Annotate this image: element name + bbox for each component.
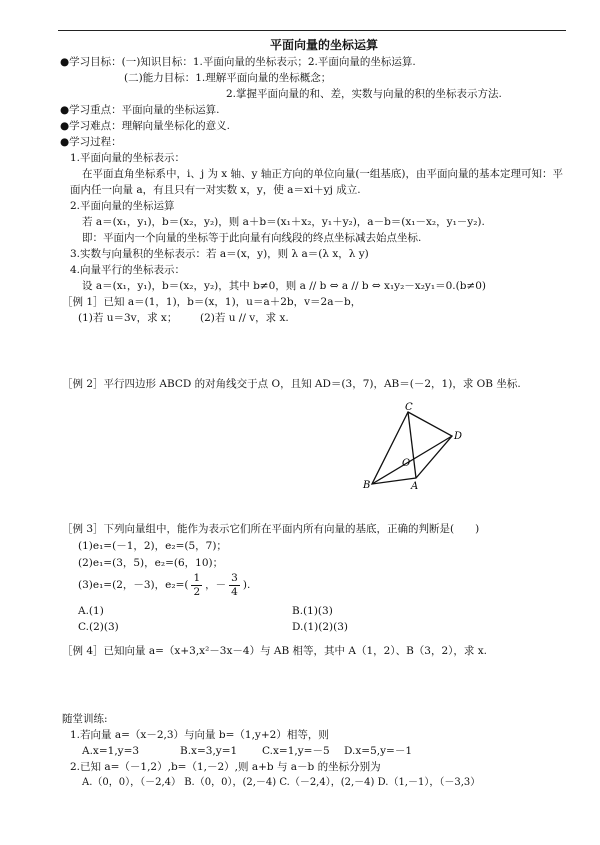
vertex-label-c: C xyxy=(405,402,413,413)
fraction-numerator: 3 xyxy=(231,572,238,584)
example-3-option-1: (1)e₁=(－1，2)，e₂=(5，7)； xyxy=(78,540,227,552)
choice-a: A.(1) xyxy=(78,605,104,617)
fraction-denominator: 4 xyxy=(231,585,238,598)
vertex-label-b: B xyxy=(363,480,371,490)
option-3-text: (3)e₁=(2，－3)，e₂=( xyxy=(78,579,189,592)
example-2: ［例 2］平行四边形 ABCD 的对角线交于点 O，且知 AD＝(3，7)，AB＝(－2，1)，求 OB 坐标. xyxy=(62,378,521,390)
example-1-q2: (2)若 u // v，求 x. xyxy=(200,312,289,324)
learning-focus: ●学习重点：平面向量的坐标运算. xyxy=(60,104,220,116)
choice-b: B.(1)(3) xyxy=(292,605,333,617)
goals-knowledge: ●学习目标：(一)知识目标：1.平面向量的坐标表示；2.平面向量的坐标运算. xyxy=(60,56,416,68)
example-1-q1: (1)若 u＝3v，求 x； xyxy=(78,312,178,324)
practice-q1-d: D.x=5,y=－1 xyxy=(344,745,413,757)
practice-heading: 随堂训练: xyxy=(62,713,108,725)
option-3-separator: ，－ xyxy=(205,579,227,592)
practice-q2-options: A.（0，0），（－2,4） B.（0，0），(2,－4) C.（－2,4），(2,－4) D.（1,－1），（－3,3） xyxy=(82,777,481,788)
option-3-end: ). xyxy=(242,579,251,592)
choice-c: C.(2)(3) xyxy=(78,621,119,633)
fraction-numerator: 1 xyxy=(193,572,201,584)
section-1-para-1: 在平面直角坐标系中，i、j 为 x 轴、y 轴正方向的单位向量(一组基底)，由平面向量的基本定理可知：平 xyxy=(82,168,564,180)
section-2-heading: 2.平面向量的坐标运算 xyxy=(70,200,175,212)
vertex-label-a: A xyxy=(411,481,419,490)
section-4-heading: 4.向量平行的坐标表示： xyxy=(70,264,186,276)
learning-process: ●学习过程： xyxy=(60,136,122,148)
fraction-denominator: 2 xyxy=(193,585,201,598)
parallelogram-figure xyxy=(360,400,470,490)
section-1-heading: 1.平面向量的坐标表示： xyxy=(70,152,186,164)
example-1: ［例 1］已知 a＝(1，1)，b＝(x，1)，u＝a＋2b，v＝2a－b， xyxy=(62,296,362,308)
header-rule xyxy=(58,30,566,31)
example-3-option-2: (2)e₁=(3，5)，e₂=(6，10)； xyxy=(78,557,224,569)
section-1-para-2: 面内任一向量 a，有且只有一对实数 x，y，使 a＝xi＋yj 成立. xyxy=(70,184,361,196)
practice-q1: 1.若向量 a=（x－2,3）与向量 b=（1,y+2）相等，则 xyxy=(70,729,329,741)
learning-difficulty: ●学习难点：理解向量坐标化的意义. xyxy=(60,120,230,132)
page-title: 平面向量的坐标运算 xyxy=(270,38,379,52)
goals-ability: (二)能力目标：1.理解平面向量的坐标概念； xyxy=(124,72,332,84)
section-2-para-1: 若 a＝(x₁，y₁)，b＝(x₂，y₂)，则 a＋b＝(x₁＋x₂，y₁＋y₂)，a－b＝(x₁－x₂，y₁－y₂). xyxy=(82,216,485,228)
section-2-para-2: 即：平面内一个向量的坐标等于此向量有向线段的终点坐标减去始点坐标. xyxy=(82,232,422,244)
practice-q2: 2.已知 a=（－1,2）,b=（1,－2）,则 a+b 与 a－b 的坐标分别为 xyxy=(70,761,381,773)
vertex-label-d: D xyxy=(454,431,463,442)
example-3: ［例 3］下列向量组中，能作为表示它们所在平面内所有向量的基底，正确的判断是( ) xyxy=(62,523,480,535)
example-4: ［例 4］已知向量 a=（x+3,x²－3x－4）与 AB 相等，其中 A（1，2）、B（3，2），求 x. xyxy=(62,645,487,657)
practice-q1-b: B.x=3,y=1 xyxy=(180,745,238,757)
practice-q1-a: A.x=1,y=3 xyxy=(82,745,140,757)
example-3-option-3 xyxy=(78,572,250,598)
practice-q1-c: C.x=1,y=－5 xyxy=(262,745,330,757)
fraction-three-quarters xyxy=(229,572,240,598)
section-3: 3.实数与向量积的坐标表示：若 a＝(x，y)，则 λ a＝(λ x，λ y) xyxy=(70,248,369,260)
choice-d: D.(1)(2)(3) xyxy=(292,621,349,633)
section-4-para-1: 设 a＝(x₁，y₁)，b＝(x₂，y₂)，其中 b≠0，则 a // b ⇔ a // b ⇔ x₁y₂－x₂y₁＝0.(b≠0) xyxy=(82,280,486,292)
goals-ability-2: 2.掌握平面向量的和、差，实数与向量的积的坐标表示方法. xyxy=(226,88,502,100)
center-label-o: O xyxy=(402,458,411,469)
fraction-half xyxy=(191,572,202,598)
